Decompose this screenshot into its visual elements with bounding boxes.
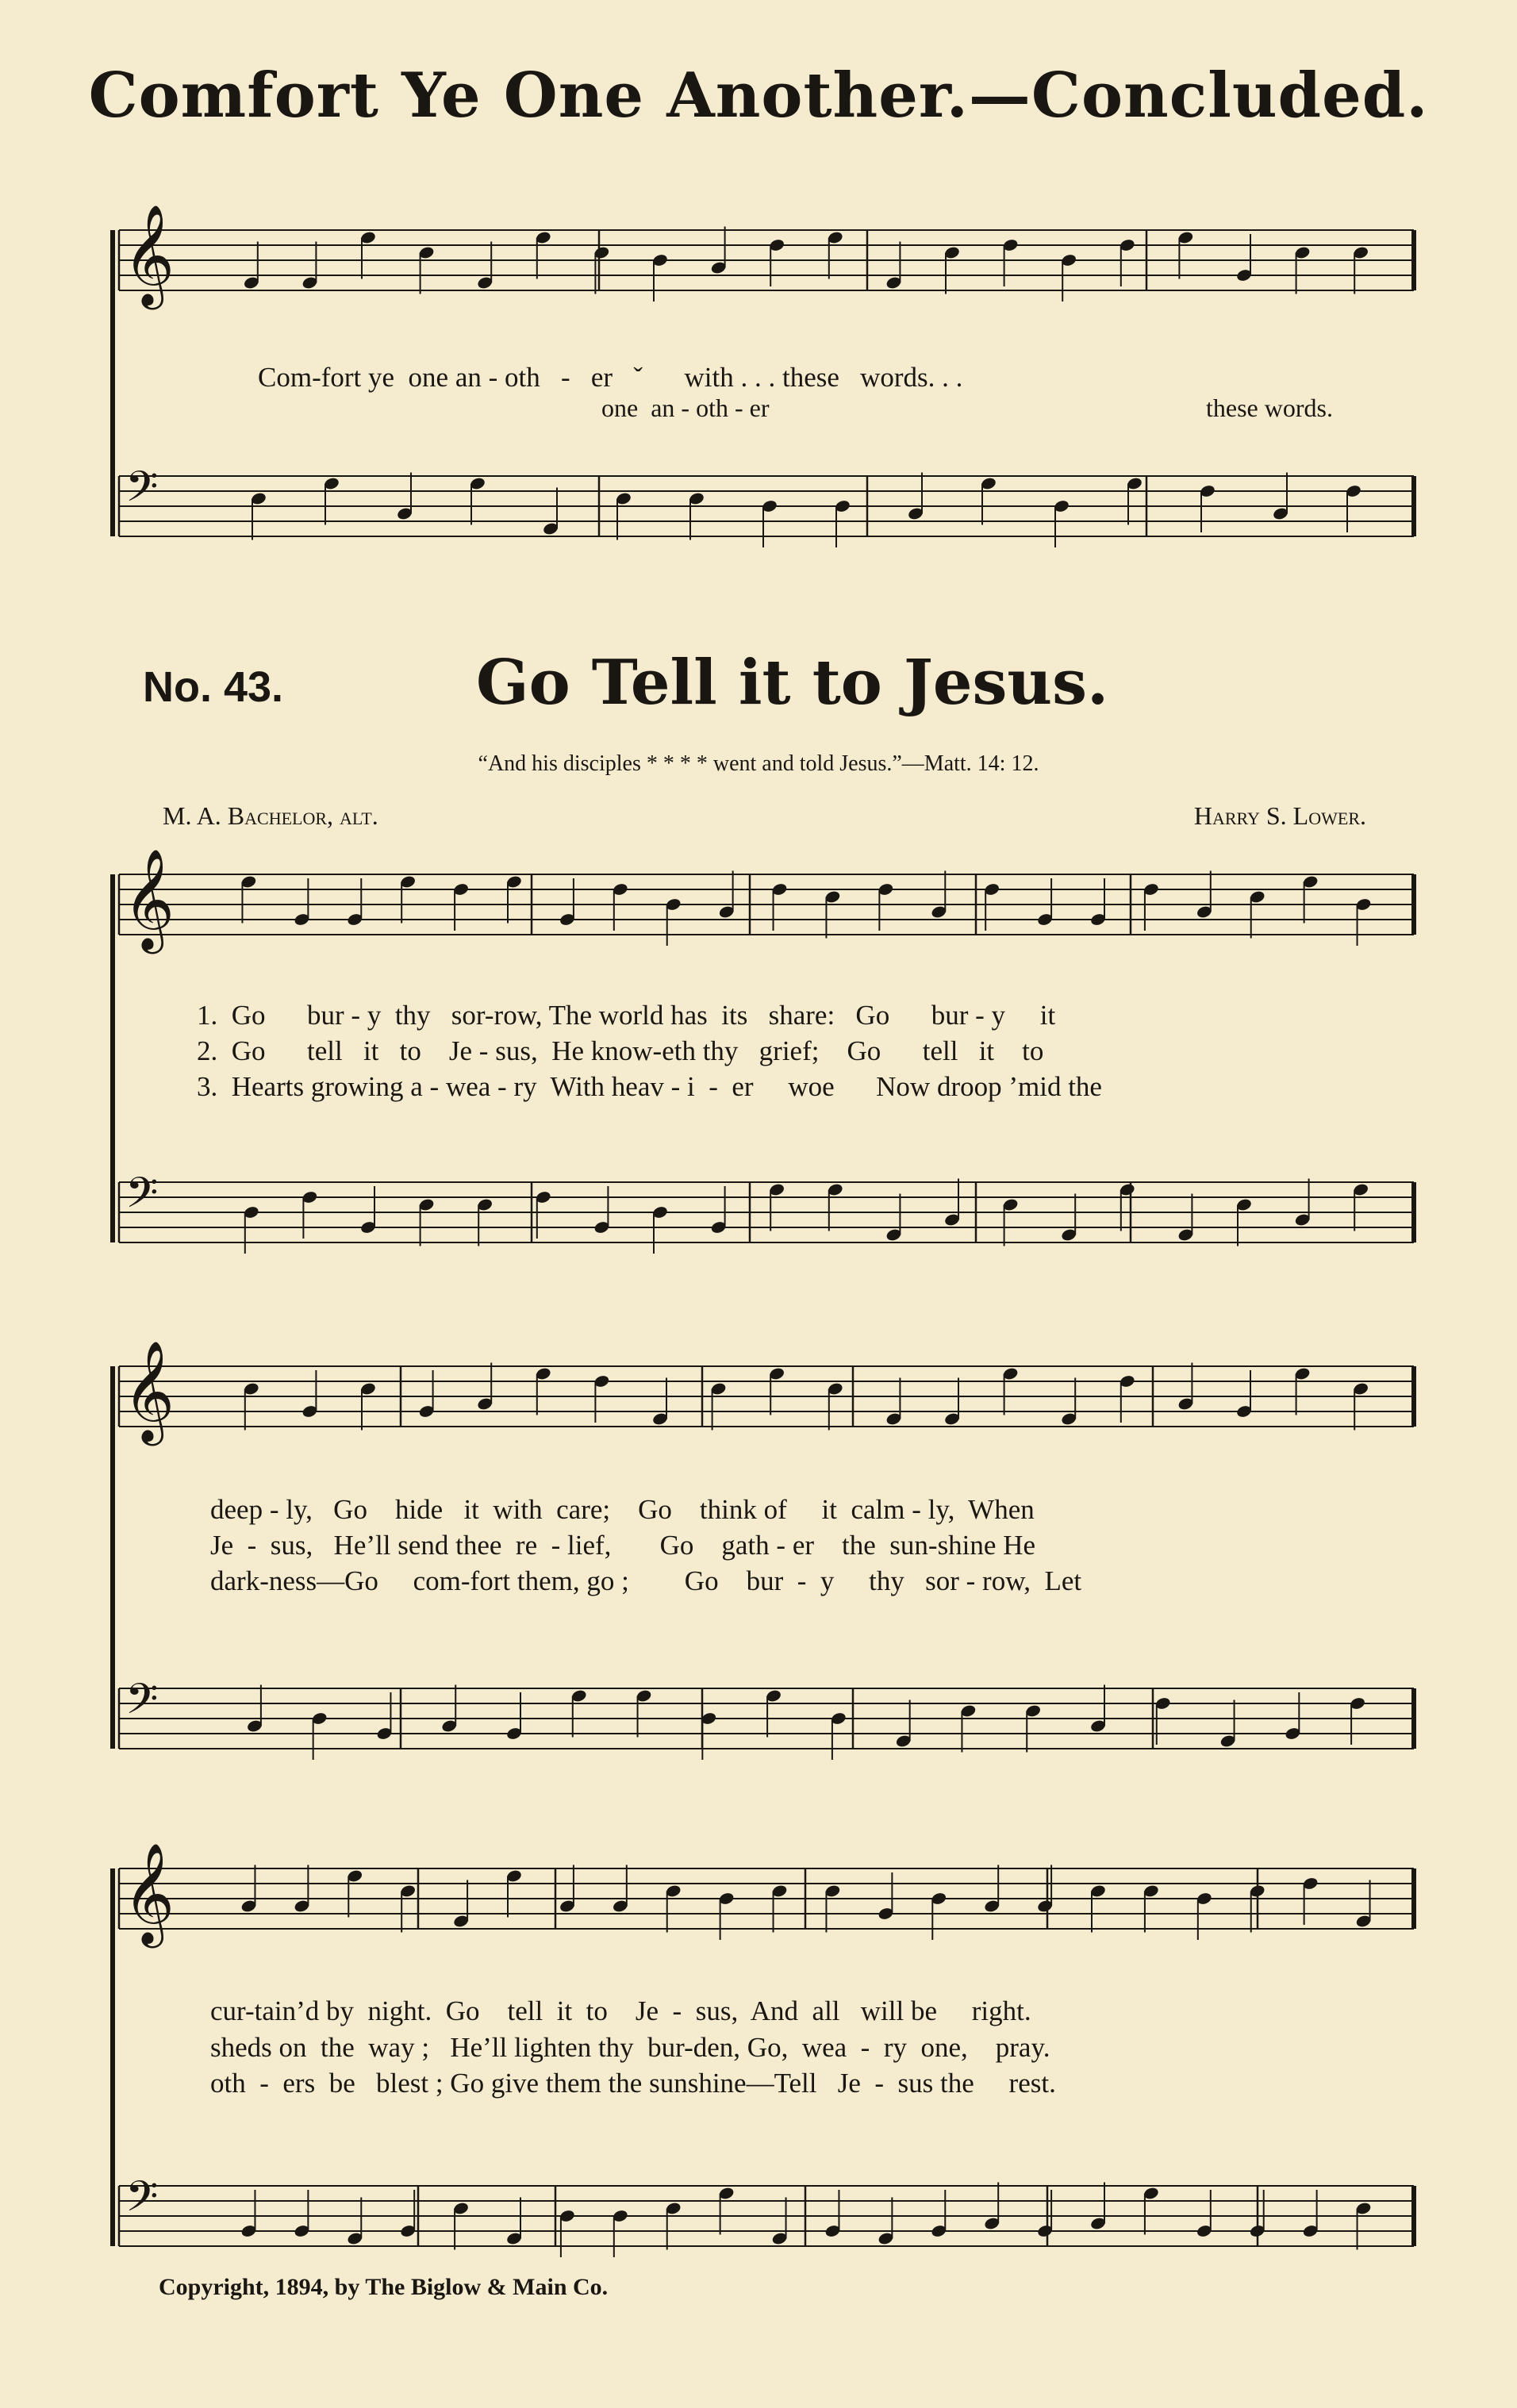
treble-clef-icon: 𝄞 — [123, 203, 175, 305]
treble-clef-icon: 𝄞 — [123, 1842, 175, 1944]
section1-lyrics-main: Com-fort ye one an - oth - er ˇ with . . . these words. . . — [258, 362, 963, 393]
system1-verse1: 1. Go bur - y thy sor-row, The world has its share: Go bur - y it — [197, 1000, 1056, 1031]
system2-verse3: dark-ness—Go com-fort them, go ; Go bur - y thy sor - row, Let — [210, 1565, 1082, 1596]
hymn-title: Go Tell it to Jesus. — [476, 647, 1109, 719]
copyright-notice: Copyright, 1894, by The Biglow & Main Co. — [159, 2274, 609, 2300]
treble-clef-icon: 𝄞 — [123, 1339, 175, 1442]
bass-clef-icon: 𝄢 — [125, 462, 159, 522]
system3-verse1: cur-tain’d by night. Go tell it to Je - sus, And all will be right. — [210, 1995, 1031, 2026]
section1-lyrics-echo-left: one an - oth - er — [601, 394, 770, 422]
system2-verse1: deep - ly, Go hide it with care; Go think of it calm - ly, When — [210, 1494, 1035, 1525]
bass-clef-icon: 𝄢 — [125, 2172, 159, 2232]
system3-verse3: oth - ers be blest ; Go give them the sunshine—Tell Je - sus the rest. — [210, 2068, 1056, 2099]
composer-credit: Harry S. Lower. — [1193, 801, 1366, 830]
bass-clef-icon: 𝄢 — [125, 1674, 159, 1734]
lyricist-credit: M. A. Bachelor, alt. — [163, 801, 378, 830]
bass-clef-icon: 𝄢 — [125, 1168, 159, 1228]
section1-lyrics-echo-right: these words. — [1206, 394, 1333, 422]
system1-verse3: 3. Hearts growing a - wea - ry With heav - i - er woe Now droop ’mid the — [197, 1071, 1102, 1102]
scripture-epigraph: “And his disciples * * * * went and told Jesus.”—Matt. 14: 12. — [478, 751, 1039, 776]
system1-verse2: 2. Go tell it to Je - sus, He know-eth thy grief; Go tell it to — [197, 1035, 1044, 1066]
hymn-number: No. 43. — [143, 663, 284, 711]
concluded-hymn-title: Comfort Ye One Another.—Concluded. — [88, 60, 1429, 132]
treble-clef-icon: 𝄞 — [123, 847, 175, 950]
system2-verse2: Je - sus, He’ll send thee re - lief, Go gath - er the sun-shine He — [210, 1530, 1036, 1561]
system3-verse2: sheds on the way ; He’ll lighten thy bur-den, Go, wea - ry one, pray. — [210, 2032, 1050, 2063]
